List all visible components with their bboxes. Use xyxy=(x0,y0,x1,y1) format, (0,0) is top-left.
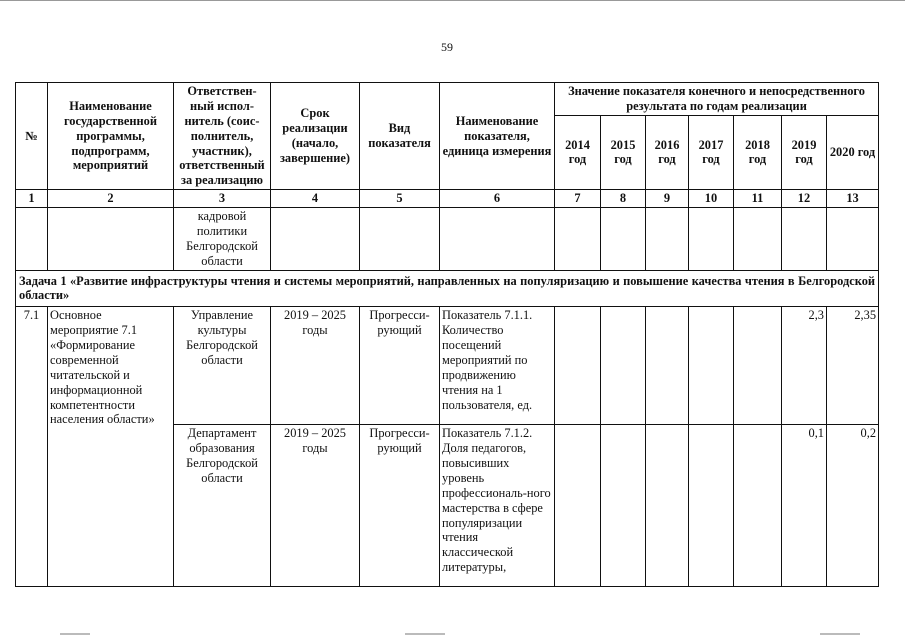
value-cell xyxy=(555,425,601,587)
value-cell xyxy=(601,425,646,587)
task-row xyxy=(16,270,879,307)
header-indicator: Наименование показателя, единица измерения xyxy=(440,83,555,190)
column-number: 5 xyxy=(360,190,440,208)
header-values-group: Значение показателя конечного и непосредственного результата по годам реализации xyxy=(555,83,879,116)
value-cell xyxy=(601,307,646,425)
continuation-executor: кадровой политики Белгородской области xyxy=(174,208,271,271)
scan-artifact-bottom xyxy=(820,633,860,635)
scan-artifact-bottom xyxy=(405,633,445,635)
indicator-name: Показатель 7.1.1. Количество посещений мероприятий по продвижению чтения на 1 пользователя, ед. xyxy=(440,307,555,425)
header-year: 2019 год xyxy=(782,115,827,189)
table-row xyxy=(16,307,879,425)
column-number: 11 xyxy=(734,190,782,208)
header-year: 2017 год xyxy=(689,115,734,189)
scan-artifact-bottom xyxy=(60,633,90,635)
column-number-row xyxy=(16,190,879,208)
value-cell: 2,3 xyxy=(782,307,827,425)
header-year: 2018 год xyxy=(734,115,782,189)
header-row-1 xyxy=(16,83,879,116)
indicator-kind: Прогресси-рующий xyxy=(360,307,440,425)
executor: Управление культуры Белгородской области xyxy=(174,307,271,425)
indicator-name: Показатель 7.1.2. Доля педагогов, повысивших уровень профессиональ-ного мастерства в сфере популяризации чтения классической литературы, xyxy=(440,425,555,587)
scan-artifact-top xyxy=(0,0,905,1)
column-number: 13 xyxy=(827,190,879,208)
value-cell xyxy=(646,425,689,587)
column-number: 10 xyxy=(689,190,734,208)
column-number: 12 xyxy=(782,190,827,208)
column-number: 8 xyxy=(601,190,646,208)
header-term: Срок реализации (начало, завершение) xyxy=(271,83,360,190)
indicator-kind: Прогресси-рующий xyxy=(360,425,440,587)
header-kind: Вид показателя xyxy=(360,83,440,190)
program-name: Основное мероприятие 7.1 «Формирование современной читательской и информационной компетентности населения области» xyxy=(48,307,174,587)
row-number: 7.1 xyxy=(16,307,48,587)
column-number: 7 xyxy=(555,190,601,208)
header-year: 2015 год xyxy=(601,115,646,189)
task-title: Задача 1 «Развитие инфраструктуры чтения и системы мероприятий, направленных на популяризацию и повышение качества чтения в Белгородской области» xyxy=(16,270,879,307)
column-number: 4 xyxy=(271,190,360,208)
value-cell: 0,1 xyxy=(782,425,827,587)
value-cell xyxy=(646,307,689,425)
header-program: Наименование государственной программы, подпрограмм, мероприятий xyxy=(48,83,174,190)
column-number: 3 xyxy=(174,190,271,208)
executor: Департамент образования Белгородской области xyxy=(174,425,271,587)
value-cell xyxy=(734,425,782,587)
value-cell xyxy=(734,307,782,425)
header-year: 2020 год xyxy=(827,115,879,189)
column-number: 6 xyxy=(440,190,555,208)
page-number: 59 xyxy=(441,40,453,54)
value-cell xyxy=(689,307,734,425)
value-cell: 2,35 xyxy=(827,307,879,425)
continuation-row xyxy=(16,208,879,271)
column-number: 1 xyxy=(16,190,48,208)
term: 2019 – 2025 годы xyxy=(271,425,360,587)
header-year: 2014 год xyxy=(555,115,601,189)
value-cell: 0,2 xyxy=(827,425,879,587)
header-no: № xyxy=(16,83,48,190)
value-cell xyxy=(689,425,734,587)
header-year: 2016 год xyxy=(646,115,689,189)
column-number: 9 xyxy=(646,190,689,208)
header-executor: Ответствен-ный испол-нитель (соис-полнитель, участник), ответственный за реализацию xyxy=(174,83,271,190)
value-cell xyxy=(555,307,601,425)
term: 2019 – 2025 годы xyxy=(271,307,360,425)
indicators-table xyxy=(15,82,879,587)
column-number: 2 xyxy=(48,190,174,208)
